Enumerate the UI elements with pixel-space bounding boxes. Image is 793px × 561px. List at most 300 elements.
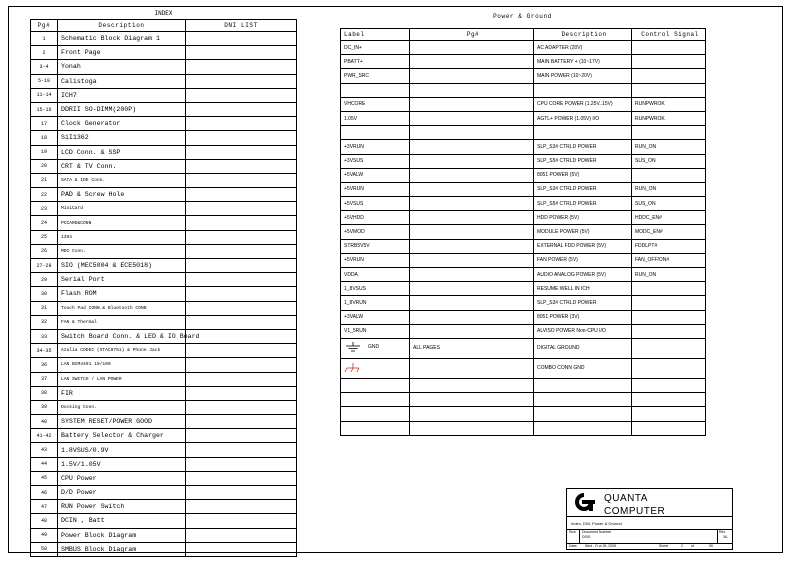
- power-label: [341, 83, 410, 97]
- power-pg: [410, 41, 534, 55]
- index-header-dni-list: DNI LIST: [186, 20, 297, 32]
- power-pg: [410, 310, 534, 324]
- power-description: SLP_S3# CTRLD POWER: [534, 296, 632, 310]
- power-label: [341, 421, 410, 435]
- index-row: [31, 159, 297, 173]
- power-pg: [410, 55, 534, 69]
- index-row: [31, 500, 297, 514]
- power-control-signal: [632, 393, 706, 407]
- index-dni-cell: [186, 32, 297, 46]
- index-page-number: 40: [31, 415, 58, 429]
- sheet-number: 2: [681, 544, 683, 548]
- index-description: DDRII SO-DIMM(200P): [58, 102, 186, 116]
- index-description: Front Page: [58, 46, 186, 60]
- index-description: DCIN , Batt: [58, 514, 186, 528]
- power-header-row: [341, 29, 706, 41]
- index-row: [31, 74, 297, 88]
- power-row: [341, 140, 706, 154]
- power-control-signal: [632, 338, 706, 358]
- power-label: +5VRUN: [341, 253, 410, 267]
- index-row: [31, 117, 297, 131]
- power-row: [341, 83, 706, 97]
- index-dni-cell: [186, 88, 297, 102]
- power-control-signal: RUN_ON: [632, 140, 706, 154]
- power-row: [341, 225, 706, 239]
- power-row: [341, 55, 706, 69]
- index-description: Azalia CODEC (STAC9751) & Phone Jack: [58, 344, 186, 358]
- index-page-number: 21: [31, 173, 58, 187]
- power-control-signal: [632, 41, 706, 55]
- power-description: [534, 407, 632, 421]
- index-row: [31, 216, 297, 230]
- index-dni-cell: [186, 471, 297, 485]
- index-dni-cell: [186, 145, 297, 159]
- index-row: [31, 145, 297, 159]
- index-row: [31, 301, 297, 315]
- index-row: [31, 471, 297, 485]
- index-page-number: 24: [31, 216, 58, 230]
- title-block-divider: [579, 529, 580, 543]
- power-row: [341, 239, 706, 253]
- power-description: CPU CORE POWER (1.25V..15V): [534, 97, 632, 111]
- index-dni-cell: [186, 372, 297, 386]
- power-description: AGTL+ POWER (1.05V) I/O: [534, 111, 632, 125]
- index-description: 1.5V/1.05V: [58, 457, 186, 471]
- index-page-number: 22: [31, 188, 58, 202]
- power-row: [341, 407, 706, 421]
- power-control-signal: [632, 282, 706, 296]
- power-description: MAIN POWER (10~20V): [534, 69, 632, 83]
- power-description: AUDIO ANALOG POWER (5V): [534, 268, 632, 282]
- index-description: Touch Pad CONN.& Bluetooth CONN: [58, 301, 186, 315]
- index-dni-cell: [186, 159, 297, 173]
- index-row: [31, 514, 297, 528]
- power-label: 1.05V: [341, 111, 410, 125]
- index-description: LAN SWITCH / LAN POWER: [58, 372, 186, 386]
- index-description: PAD & Screw Hole: [58, 188, 186, 202]
- power-description: COMBO CONN GND: [534, 358, 632, 378]
- power-pg: [410, 83, 534, 97]
- index-page-number: 50: [31, 542, 58, 556]
- index-dni-cell: [186, 117, 297, 131]
- power-pg: [410, 296, 534, 310]
- power-description: [534, 393, 632, 407]
- index-row: [31, 259, 297, 273]
- index-page-number: 37: [31, 372, 58, 386]
- power-pg: [410, 268, 534, 282]
- index-description: 1394: [58, 230, 186, 244]
- index-description: Serial Port: [58, 273, 186, 287]
- power-label: +5VSUS: [341, 197, 410, 211]
- index-dni-cell: [186, 415, 297, 429]
- power-control-signal: [632, 83, 706, 97]
- power-label: +3VALW: [341, 310, 410, 324]
- index-row: [31, 400, 297, 414]
- power-control-signal: FDDLPT#: [632, 239, 706, 253]
- index-description: SMBUS Block Diagram: [58, 542, 186, 556]
- power-control-signal: SUS_ON: [632, 154, 706, 168]
- power-label: VDDA: [341, 268, 410, 282]
- power-description: SLP_S5# CTRLD POWER: [534, 154, 632, 168]
- index-row: [31, 486, 297, 500]
- date-value: Wed , O ct 26, 2005: [585, 544, 617, 548]
- index-dni-cell: [186, 244, 297, 258]
- power-ground-title: Power & Ground: [493, 13, 552, 20]
- index-description: 1.8VSUS/0.9V: [58, 443, 186, 457]
- date-label: Date:: [569, 544, 578, 548]
- index-row: [31, 358, 297, 372]
- power-control-signal: [632, 421, 706, 435]
- power-control-signal: RUN_ON: [632, 268, 706, 282]
- index-header-description: Description: [58, 20, 186, 32]
- index-dni-cell: [186, 457, 297, 471]
- index-description: CRT & TV Conn.: [58, 159, 186, 173]
- document-number-label: Document Number: [582, 530, 612, 534]
- index-row: [31, 32, 297, 46]
- power-label: +5VRUN: [341, 182, 410, 196]
- power-pg: [410, 197, 534, 211]
- power-control-signal: RUNPWROK: [632, 111, 706, 125]
- index-description: SYSTEM RESET/POWER GOOD: [58, 415, 186, 429]
- index-dni-cell: [186, 173, 297, 187]
- power-label: VHCORE: [341, 97, 410, 111]
- power-pg: [410, 126, 534, 140]
- index-description: RUN Power Switch: [58, 500, 186, 514]
- power-label: [341, 358, 410, 378]
- power-control-signal: [632, 296, 706, 310]
- index-row: [31, 102, 297, 116]
- index-description: SATA & IDE Conn.: [58, 173, 186, 187]
- power-description: SLP_S5# CTRLD POWER: [534, 197, 632, 211]
- index-page-number: 46: [31, 486, 58, 500]
- index-description: MDC Conn.: [58, 244, 186, 258]
- title-block-divider: [567, 516, 732, 517]
- company-name-line1: QUANTA: [604, 493, 648, 504]
- index-page-number: 32: [31, 315, 58, 329]
- index-dni-cell: [186, 301, 297, 315]
- index-description: SIO (MEC5004 & ECE5018): [58, 259, 186, 273]
- index-description: PCCARD&CONN: [58, 216, 186, 230]
- power-label: [341, 126, 410, 140]
- power-row: [341, 296, 706, 310]
- power-label: [341, 407, 410, 421]
- ground-symbol-icon: [344, 341, 362, 353]
- power-ground-table: [340, 28, 706, 436]
- index-page-number: 33: [31, 329, 58, 343]
- index-page-number: 39: [31, 400, 58, 414]
- index-description: Clock Generator: [58, 117, 186, 131]
- index-page-number: 48: [31, 514, 58, 528]
- power-control-signal: SUS_ON: [632, 197, 706, 211]
- index-description: CPU Power: [58, 471, 186, 485]
- index-table: [30, 8, 297, 557]
- power-description: EXTERNAL FDD POWER (5V): [534, 239, 632, 253]
- power-row: [341, 338, 706, 358]
- index-dni-cell: [186, 60, 297, 74]
- power-pg: [410, 154, 534, 168]
- power-label: PBATT+: [341, 55, 410, 69]
- power-header-pg: Pg#: [410, 29, 534, 41]
- sheet-total: 50: [709, 544, 713, 548]
- index-row: [31, 443, 297, 457]
- power-control-signal: [632, 324, 706, 338]
- index-description: MiniCard: [58, 202, 186, 216]
- index-page-number: 31: [31, 301, 58, 315]
- index-description: SiI1362: [58, 131, 186, 145]
- index-page-number: 36: [31, 358, 58, 372]
- power-label: +3VRUN: [341, 140, 410, 154]
- index-dni-cell: [186, 230, 297, 244]
- power-description: AC ADAPTER (20V): [534, 41, 632, 55]
- power-label: +5VHDD: [341, 211, 410, 225]
- power-control-signal: [632, 407, 706, 421]
- index-description: Power Block Diagram: [58, 528, 186, 542]
- power-description: 8051 POWER (3V): [534, 310, 632, 324]
- index-dni-cell: [186, 344, 297, 358]
- index-page-number: 18: [31, 131, 58, 145]
- index-page-number: 30: [31, 287, 58, 301]
- index-page-number: 45: [31, 471, 58, 485]
- power-label: +3VSUS: [341, 154, 410, 168]
- of-label: of: [691, 544, 694, 548]
- index-page-number: 19: [31, 145, 58, 159]
- power-control-signal: [632, 358, 706, 378]
- index-dni-cell: [186, 273, 297, 287]
- power-control-signal: RUNPWROK: [632, 97, 706, 111]
- power-header-description: Description: [534, 29, 632, 41]
- power-control-signal: [632, 126, 706, 140]
- index-page-number: 47: [31, 500, 58, 514]
- index-page-number: 11-14: [31, 88, 58, 102]
- index-page-number: 34-35: [31, 344, 58, 358]
- index-page-number: 5-10: [31, 74, 58, 88]
- index-page-number: 26: [31, 244, 58, 258]
- document-number-value: DSIS: [582, 535, 591, 539]
- index-description: ICH7: [58, 88, 186, 102]
- power-description: 8051 POWER (5V): [534, 168, 632, 182]
- power-label: [341, 393, 410, 407]
- index-row: [31, 329, 297, 343]
- power-description: SLP_S3# CTRLD POWER: [534, 140, 632, 154]
- power-control-signal: [632, 168, 706, 182]
- index-dni-cell: [186, 542, 297, 556]
- power-label-text: GND: [368, 344, 380, 351]
- power-label: PWR_SRC: [341, 69, 410, 83]
- power-pg: [410, 378, 534, 392]
- index-page-number: 20: [31, 159, 58, 173]
- index-dni-cell: [186, 486, 297, 500]
- index-page-number: 23: [31, 202, 58, 216]
- power-pg: [410, 358, 534, 378]
- index-page-number: 29: [31, 273, 58, 287]
- index-row: [31, 528, 297, 542]
- index-row: [31, 173, 297, 187]
- index-dni-cell: [186, 102, 297, 116]
- index-description: LAN BCM4401 10/100: [58, 358, 186, 372]
- size-label: Size: [569, 530, 576, 534]
- power-row: [341, 168, 706, 182]
- index-description: Calistoga: [58, 74, 186, 88]
- index-row: [31, 315, 297, 329]
- power-description: ALVISO POWER Non-CPU I/O: [534, 324, 632, 338]
- sheet-label: Sheet: [659, 544, 669, 548]
- index-dni-cell: [186, 131, 297, 145]
- power-pg: [410, 182, 534, 196]
- power-row: [341, 41, 706, 55]
- power-description: MAIN BATTERY + (10~17V): [534, 55, 632, 69]
- power-label: 1_8VRUN: [341, 296, 410, 310]
- index-dni-cell: [186, 188, 297, 202]
- power-row: [341, 393, 706, 407]
- power-label: [341, 378, 410, 392]
- power-row: [341, 358, 706, 378]
- power-label: 1_8VSUS: [341, 282, 410, 296]
- index-dni-cell: [186, 216, 297, 230]
- index-page-number: 3-4: [31, 60, 58, 74]
- index-dni-cell: [186, 528, 297, 542]
- power-row: [341, 182, 706, 196]
- index-description: FIR: [58, 386, 186, 400]
- power-label: +5VALW: [341, 168, 410, 182]
- index-page-number: 1: [31, 32, 58, 46]
- power-pg: [410, 282, 534, 296]
- index-header-row: [31, 20, 297, 32]
- power-pg: [410, 225, 534, 239]
- index-dni-cell: [186, 429, 297, 443]
- index-row: [31, 429, 297, 443]
- index-page-number: 15-16: [31, 102, 58, 116]
- power-label: V1_5RUN: [341, 324, 410, 338]
- index-page-number: 43: [31, 443, 58, 457]
- index-description: Switch Board Conn. & LED & IO Board: [58, 329, 186, 343]
- index-dni-cell: [186, 315, 297, 329]
- title-block: [566, 488, 733, 550]
- index-dni-cell: [186, 400, 297, 414]
- index-description: Flash ROM: [58, 287, 186, 301]
- power-control-signal: [632, 378, 706, 392]
- index-dni-cell: [186, 329, 297, 343]
- power-label: [341, 338, 410, 358]
- power-description: [534, 83, 632, 97]
- title-block-divider: [717, 529, 718, 543]
- power-control-signal: HDDC_EN#: [632, 211, 706, 225]
- power-control-signal: [632, 55, 706, 69]
- power-label: STRB5V5V: [341, 239, 410, 253]
- index-dni-cell: [186, 74, 297, 88]
- power-pg: [410, 407, 534, 421]
- index-page-number: 44: [31, 457, 58, 471]
- index-description: FAN & Thermal: [58, 315, 186, 329]
- power-row: [341, 421, 706, 435]
- index-row: [31, 372, 297, 386]
- power-pg: ALL PAGES: [410, 338, 534, 358]
- index-dni-cell: [186, 202, 297, 216]
- power-row: [341, 126, 706, 140]
- index-row: [31, 202, 297, 216]
- sheet-title: Index, DNI, Power & Ground: [571, 521, 622, 526]
- index-row: [31, 287, 297, 301]
- index-description: D/D Power: [58, 486, 186, 500]
- power-row: [341, 310, 706, 324]
- power-row: [341, 97, 706, 111]
- index-description: Schematic Block Diagram 1: [58, 32, 186, 46]
- power-row: [341, 282, 706, 296]
- company-name-line2: COMPUTER: [604, 506, 666, 517]
- power-header-label: Label: [341, 29, 410, 41]
- index-row: [31, 46, 297, 60]
- quanta-logo-icon: [569, 491, 599, 513]
- index-page-number: 41-42: [31, 429, 58, 443]
- power-pg: [410, 69, 534, 83]
- power-description: SLP_S3# CTRLD POWER: [534, 182, 632, 196]
- index-page-number: 49: [31, 528, 58, 542]
- index-dni-cell: [186, 386, 297, 400]
- index-row: [31, 415, 297, 429]
- index-dni-cell: [186, 443, 297, 457]
- index-row: [31, 457, 297, 471]
- index-dni-cell: [186, 259, 297, 273]
- power-description: HDD POWER (5V): [534, 211, 632, 225]
- index-row: [31, 88, 297, 102]
- index-row: [31, 188, 297, 202]
- index-header-pg: Pg#: [31, 20, 58, 32]
- power-row: [341, 268, 706, 282]
- power-row: [341, 154, 706, 168]
- power-control-signal: RUN_ON: [632, 182, 706, 196]
- power-control-signal: [632, 69, 706, 83]
- power-pg: [410, 211, 534, 225]
- index-page-number: 2: [31, 46, 58, 60]
- index-description: Yonah: [58, 60, 186, 74]
- power-control-signal: MODC_EN#: [632, 225, 706, 239]
- power-row: [341, 253, 706, 267]
- index-page-number: 38: [31, 386, 58, 400]
- index-row: [31, 131, 297, 145]
- index-page-number: 17: [31, 117, 58, 131]
- power-row: [341, 211, 706, 225]
- index-row: [31, 386, 297, 400]
- index-row: [31, 273, 297, 287]
- chassis-ground-symbol-icon: [344, 361, 362, 373]
- index-row: [31, 60, 297, 74]
- power-description: [534, 378, 632, 392]
- power-description: [534, 421, 632, 435]
- power-pg: [410, 421, 534, 435]
- index-dni-cell: [186, 514, 297, 528]
- power-pg: [410, 97, 534, 111]
- power-pg: [410, 324, 534, 338]
- power-row: [341, 324, 706, 338]
- index-description: LCD Conn. & SSP: [58, 145, 186, 159]
- index-title: INDEX: [154, 10, 173, 17]
- rev-label: Rev: [719, 530, 726, 534]
- power-header-control-signal: Control Signal: [632, 29, 706, 41]
- power-pg: [410, 393, 534, 407]
- power-pg: [410, 111, 534, 125]
- index-dni-cell: [186, 358, 297, 372]
- power-description: MODULE POWER (5V): [534, 225, 632, 239]
- index-dni-cell: [186, 287, 297, 301]
- power-row: [341, 197, 706, 211]
- power-row: [341, 69, 706, 83]
- power-pg: [410, 239, 534, 253]
- power-pg: [410, 168, 534, 182]
- power-label: +5VMOD: [341, 225, 410, 239]
- power-description: DIGITAL GROUND: [534, 338, 632, 358]
- index-description: Docking Conn.: [58, 400, 186, 414]
- power-control-signal: [632, 310, 706, 324]
- index-row: [31, 344, 297, 358]
